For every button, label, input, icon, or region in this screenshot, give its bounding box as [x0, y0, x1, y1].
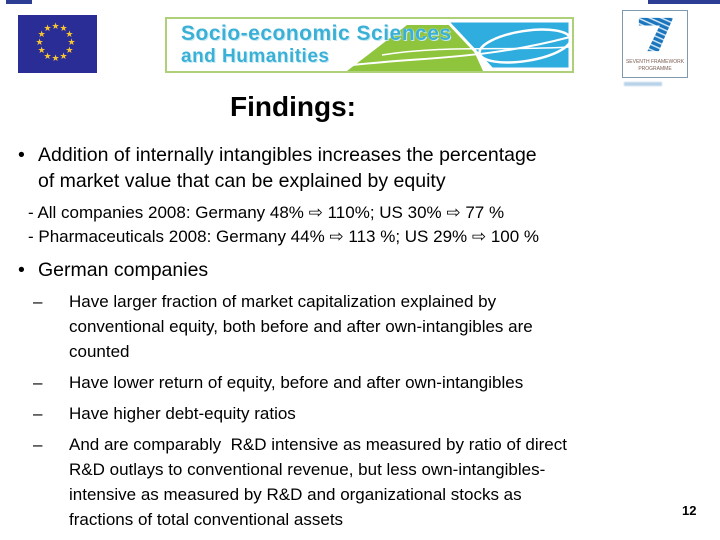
bullet-marker: • [18, 144, 25, 166]
eu-flag-icon [18, 15, 97, 73]
fp7-logo [622, 10, 688, 78]
list-item [33, 432, 683, 532]
banner-line1: Socio-economic Sciences [181, 22, 452, 45]
dash-marker: – [33, 373, 43, 392]
top-border-left [6, 0, 32, 4]
item-2-text [69, 370, 523, 395]
item-1-line-2: conventional equity, both before and after own-intangibles are [69, 317, 533, 336]
eu-star-icon: ★ [43, 23, 52, 34]
item-4-line-1: And are comparably R&D intensive as measured by ratio of direct [69, 435, 567, 454]
item-4-line-3: intensive as measured by R&D and organizational stocks as [69, 485, 522, 504]
slide-title: Findings: [230, 91, 356, 122]
fp7-caption-smudge [624, 82, 662, 86]
top-border-right [648, 0, 720, 4]
item-4-line-4: fractions of total conventional assets [69, 510, 344, 529]
fp7-label-line1: SEVENTH FRAMEWORK [625, 59, 685, 65]
fp7-label-line2: PROGRAMME [638, 66, 672, 72]
eu-star-icon: ★ [67, 37, 76, 47]
bullet-1 [38, 142, 537, 194]
eu-star-icon: ★ [65, 45, 74, 55]
list-item [33, 289, 683, 364]
eu-star-icon: ★ [51, 21, 60, 31]
item-3-text [69, 401, 296, 426]
eu-star-icon: ★ [37, 29, 46, 39]
dash-marker: – [33, 404, 43, 423]
eu-star-icon: ★ [59, 23, 68, 34]
dash-marker: – [33, 435, 43, 454]
bullet-1-notes [28, 201, 539, 249]
item-4-text [69, 432, 567, 532]
page-number: 12 [682, 503, 697, 518]
item-3-line-1: Have higher debt-equity ratios [69, 404, 296, 423]
list-item [33, 370, 683, 395]
item-1-line-1: Have larger fraction of market capitalization explained by [69, 292, 497, 311]
bullet-1-line-1: Addition of internally intangibles increases the percentage [38, 144, 537, 166]
eu-star-icon: ★ [59, 50, 68, 61]
eu-star-icon: ★ [51, 53, 60, 63]
bullet-marker: • [18, 259, 25, 281]
banner-title [181, 22, 452, 68]
note-pharmaceuticals: - Pharmaceuticals 2008: Germany 44% ⇨ 113 %; US 29% ⇨ 100 % [28, 227, 540, 246]
eu-star-icon: ★ [35, 37, 44, 47]
bullet-1-line-2: of market value that can be explained by equity [38, 170, 446, 192]
banner-line2: and Humanities [181, 46, 330, 67]
item-2-line-1: Have lower return of equity, before and after own-intangibles [69, 373, 524, 392]
item-1-text [69, 289, 533, 364]
note-all-companies: - All companies 2008: Germany 48% ⇨ 110%; US 30% ⇨ 77 % [28, 203, 505, 222]
dash-marker: – [33, 292, 43, 311]
item-1-line-3: counted [69, 342, 130, 361]
programme-banner [165, 17, 574, 73]
bullet-2: German companies [38, 259, 209, 281]
eu-star-icon: ★ [43, 50, 52, 61]
list-item [33, 401, 683, 426]
eu-star-icon: ★ [37, 45, 46, 55]
item-4-line-2: R&D outlays to conventional revenue, but less own-intangibles- [69, 460, 546, 479]
fp7-seven-icon [632, 15, 678, 53]
eu-star-icon: ★ [65, 29, 74, 39]
bullet-2-items [33, 289, 683, 538]
